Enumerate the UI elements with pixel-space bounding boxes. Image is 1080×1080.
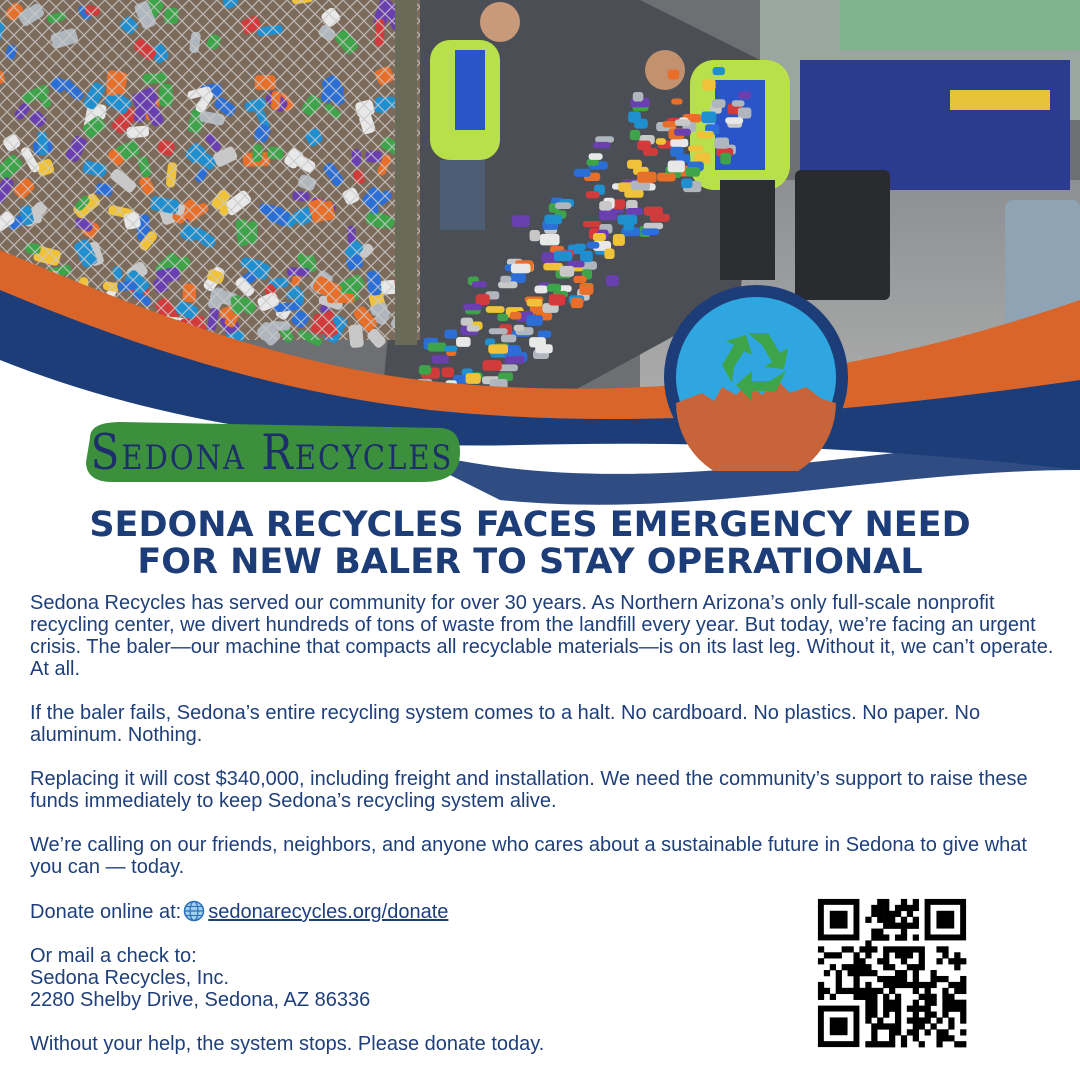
- qr-module: [948, 1035, 954, 1041]
- qr-module: [836, 976, 842, 982]
- qr-module: [931, 1023, 937, 1029]
- qr-module: [913, 1012, 919, 1018]
- qr-module: [942, 994, 948, 1000]
- qr-module: [842, 946, 848, 952]
- qr-module: [865, 1000, 871, 1006]
- qr-module: [901, 923, 907, 929]
- qr-module: [895, 1023, 901, 1029]
- qr-module: [871, 988, 877, 994]
- qr-module: [960, 1017, 966, 1023]
- qr-module: [913, 964, 919, 970]
- qr-module: [883, 1023, 889, 1029]
- qr-module: [871, 970, 877, 976]
- qr-module: [889, 982, 895, 988]
- qr-module: [853, 970, 859, 976]
- qr-module: [865, 964, 871, 970]
- qr-module: [960, 988, 966, 994]
- qr-module: [895, 911, 901, 917]
- qr-module: [883, 952, 889, 958]
- donate-link[interactable]: sedonarecycles.org/donate: [208, 901, 449, 923]
- qr-module: [895, 1012, 901, 1018]
- qr-module: [901, 929, 907, 935]
- qr-module: [901, 934, 907, 940]
- qr-module: [936, 976, 942, 982]
- qr-module: [895, 905, 901, 911]
- qr-module: [942, 1006, 948, 1012]
- qr-module: [913, 1017, 919, 1023]
- qr-module: [942, 1012, 948, 1018]
- qr-module: [919, 982, 925, 988]
- qr-module: [836, 982, 842, 988]
- qr-module: [925, 1029, 931, 1035]
- qr-module: [895, 923, 901, 929]
- qr-module: [901, 1041, 907, 1047]
- headline-line-2: FOR NEW BALER TO STAY OPERATIONAL: [137, 542, 923, 582]
- qr-module: [931, 1000, 937, 1006]
- qr-module: [877, 1017, 883, 1023]
- qr-module: [824, 988, 830, 994]
- qr-module: [877, 917, 883, 923]
- closing-line: Without your help, the system stops. Please donate today.: [30, 1033, 545, 1055]
- qr-module: [877, 958, 883, 964]
- qr-module: [954, 1041, 960, 1047]
- qr-module: [889, 1041, 895, 1047]
- qr-finder: [936, 911, 954, 929]
- qr-module: [865, 917, 871, 923]
- qr-module: [877, 929, 883, 935]
- qr-module: [919, 964, 925, 970]
- qr-module: [942, 1000, 948, 1006]
- qr-module: [871, 1041, 877, 1047]
- qr-module: [954, 952, 960, 958]
- qr-module: [871, 934, 877, 940]
- qr-module: [960, 1012, 966, 1018]
- qr-module: [907, 1006, 913, 1012]
- qr-module: [865, 994, 871, 1000]
- qr-module: [895, 982, 901, 988]
- qr-module: [889, 1006, 895, 1012]
- headline: [0, 507, 1060, 581]
- qr-module: [871, 946, 877, 952]
- mail-name: Sedona Recycles, Inc.: [30, 967, 229, 989]
- qr-module: [925, 1012, 931, 1018]
- qr-module: [960, 982, 966, 988]
- qr-module: [830, 994, 836, 1000]
- qr-module: [859, 958, 865, 964]
- qr-module: [883, 1012, 889, 1018]
- qr-module: [925, 1006, 931, 1012]
- qr-module: [877, 934, 883, 940]
- qr-module: [853, 952, 859, 958]
- qr-module: [960, 976, 966, 982]
- qr-module: [936, 1017, 942, 1023]
- qr-module: [919, 958, 925, 964]
- qr-module: [895, 946, 901, 952]
- qr-module: [913, 905, 919, 911]
- qr-module: [883, 982, 889, 988]
- qr-module: [954, 988, 960, 994]
- qr-module: [830, 964, 836, 970]
- qr-module: [919, 946, 925, 952]
- qr-module: [877, 911, 883, 917]
- qr-module: [948, 1006, 954, 1012]
- qr-module: [931, 982, 937, 988]
- qr-module: [954, 1000, 960, 1006]
- qr-module: [889, 917, 895, 923]
- qr-module: [907, 982, 913, 988]
- mail-address: 2280 Shelby Drive, Sedona, AZ 86336: [30, 989, 371, 1011]
- qr-module: [925, 988, 931, 994]
- qr-module: [889, 911, 895, 917]
- qr-module: [895, 1000, 901, 1006]
- qr-module: [913, 946, 919, 952]
- qr-module: [883, 911, 889, 917]
- qr-module: [919, 1041, 925, 1047]
- qr-module: [948, 1023, 954, 1029]
- qr-module: [818, 982, 824, 988]
- qr-module: [824, 952, 830, 958]
- qr-module: [942, 946, 948, 952]
- qr-module: [853, 988, 859, 994]
- qr-module: [853, 964, 859, 970]
- qr-module: [836, 970, 842, 976]
- qr-module: [913, 1023, 919, 1029]
- recycle-emblem: [662, 283, 850, 471]
- qr-module: [889, 946, 895, 952]
- qr-module: [877, 976, 883, 982]
- qr-module: [818, 988, 824, 994]
- qr-module: [871, 1035, 877, 1041]
- qr-module: [954, 982, 960, 988]
- qr-module: [901, 958, 907, 964]
- qr-module: [889, 1029, 895, 1035]
- qr-module: [919, 952, 925, 958]
- qr-module: [907, 1029, 913, 1035]
- qr-module: [895, 952, 901, 958]
- qr-module: [901, 946, 907, 952]
- qr-module: [942, 976, 948, 982]
- qr-module: [907, 905, 913, 911]
- qr-module: [865, 982, 871, 988]
- qr-module: [883, 976, 889, 982]
- qr-module: [859, 988, 865, 994]
- qr-module: [871, 1029, 877, 1035]
- qr-module: [853, 958, 859, 964]
- qr-module: [960, 1041, 966, 1047]
- paragraph-1: Sedona Recycles has served our community for over 30 years. As Northern Arizona’s only full-scale nonprofit recycling center, we divert hundreds of tons of waste from the landfill every year. But today, we’re facing an urgent crisis. The baler—our machine that compacts all recyclable materials—is on its last leg. Without it, we can’t operate. At all.: [30, 592, 1054, 680]
- qr-module: [883, 994, 889, 1000]
- qr-module: [895, 976, 901, 982]
- qr-module: [907, 952, 913, 958]
- qr-module: [883, 923, 889, 929]
- qr-module: [919, 1023, 925, 1029]
- qr-module: [960, 1000, 966, 1006]
- qr-module: [954, 958, 960, 964]
- qr-module: [859, 964, 865, 970]
- qr-module: [901, 917, 907, 923]
- qr-module: [871, 911, 877, 917]
- qr-module: [913, 1006, 919, 1012]
- qr-module: [871, 1000, 877, 1006]
- qr-module: [848, 970, 854, 976]
- qr-module: [871, 1023, 877, 1029]
- qr-module: [877, 899, 883, 905]
- qr-finder: [830, 1017, 848, 1035]
- qr-module: [818, 958, 824, 964]
- qr-module: [942, 952, 948, 958]
- qr-module: [913, 1035, 919, 1041]
- qr-module: [830, 952, 836, 958]
- qr-module: [960, 958, 966, 964]
- qr-module: [883, 934, 889, 940]
- qr-module: [948, 982, 954, 988]
- qr-module: [865, 1017, 871, 1023]
- qr-module: [865, 940, 871, 946]
- qr-module: [883, 946, 889, 952]
- qr-module: [883, 958, 889, 964]
- qr-module: [931, 1012, 937, 1018]
- qr-module: [883, 964, 889, 970]
- qr-module: [848, 964, 854, 970]
- qr-module: [942, 1035, 948, 1041]
- qr-module: [883, 1000, 889, 1006]
- qr-module: [859, 946, 865, 952]
- qr-module: [859, 994, 865, 1000]
- qr-module: [889, 1023, 895, 1029]
- qr-module: [901, 982, 907, 988]
- qr-module: [853, 994, 859, 1000]
- qr-module: [895, 1006, 901, 1012]
- qr-module: [889, 964, 895, 970]
- qr-module: [842, 988, 848, 994]
- qr-module: [877, 1023, 883, 1029]
- logo-badge: [82, 418, 462, 486]
- qr-module: [913, 1000, 919, 1006]
- qr-module: [919, 1006, 925, 1012]
- qr-module: [871, 929, 877, 935]
- qr-module: [871, 1012, 877, 1018]
- qr-module: [895, 994, 901, 1000]
- qr-module: [960, 1006, 966, 1012]
- qr-module: [895, 970, 901, 976]
- qr-module: [907, 923, 913, 929]
- qr-module: [954, 964, 960, 970]
- qr-module: [936, 958, 942, 964]
- qr-module: [895, 934, 901, 940]
- globe-icon: [183, 900, 205, 922]
- qr-module: [889, 1000, 895, 1006]
- qr-module: [913, 899, 919, 905]
- qr-module: [824, 970, 830, 976]
- qr-module: [936, 946, 942, 952]
- headline-line-1: SEDONA RECYCLES FACES EMERGENCY NEED: [89, 505, 971, 545]
- qr-module: [913, 923, 919, 929]
- qr-module: [931, 976, 937, 982]
- qr-module: [865, 1006, 871, 1012]
- qr-module: [901, 976, 907, 982]
- qr-module: [883, 1006, 889, 1012]
- qr-module: [913, 976, 919, 982]
- qr-module: [919, 994, 925, 1000]
- qr-module: [865, 988, 871, 994]
- qr-module: [936, 1029, 942, 1035]
- qr-module: [877, 905, 883, 911]
- qr-module: [883, 1041, 889, 1047]
- qr-module: [836, 988, 842, 994]
- qr-module: [913, 917, 919, 923]
- qr-module: [901, 905, 907, 911]
- qr-module: [936, 1041, 942, 1047]
- qr-module: [836, 952, 842, 958]
- qr-module: [931, 970, 937, 976]
- qr-module: [818, 946, 824, 952]
- qr-code[interactable]: [812, 893, 972, 1053]
- qr-module: [877, 1041, 883, 1047]
- qr-module: [907, 911, 913, 917]
- qr-module: [942, 1029, 948, 1035]
- qr-module: [901, 952, 907, 958]
- qr-module: [913, 982, 919, 988]
- qr-module: [853, 982, 859, 988]
- mail-intro: Or mail a check to:: [30, 945, 197, 967]
- qr-module: [877, 988, 883, 994]
- qr-module: [913, 970, 919, 976]
- qr-module: [901, 970, 907, 976]
- qr-module: [948, 1017, 954, 1023]
- qr-module: [871, 1006, 877, 1012]
- qr-module: [848, 988, 854, 994]
- qr-module: [907, 1017, 913, 1023]
- qr-module: [948, 958, 954, 964]
- qr-module: [919, 1017, 925, 1023]
- qr-module: [859, 970, 865, 976]
- qr-module: [960, 1029, 966, 1035]
- qr-module: [907, 964, 913, 970]
- qr-module: [883, 917, 889, 923]
- qr-module: [936, 1035, 942, 1041]
- qr-module: [853, 976, 859, 982]
- brand-name: Sedona Recycles: [90, 423, 454, 481]
- qr-module: [895, 1017, 901, 1023]
- paragraph-2: If the baler fails, Sedona’s entire recycling system comes to a halt. No cardboard. No plastics. No paper. No aluminum. Nothing.: [30, 702, 981, 746]
- qr-module: [931, 994, 937, 1000]
- qr-module: [925, 1000, 931, 1006]
- qr-module: [948, 994, 954, 1000]
- qr-module: [907, 946, 913, 952]
- qr-module: [865, 1041, 871, 1047]
- qr-module: [895, 1029, 901, 1035]
- paragraph-3: Replacing it will cost $340,000, including freight and installation. We need the community’s support to raise these funds immediately to keep Sedona’s recycling system alive.: [30, 768, 1028, 812]
- donate-label: Donate online at:: [30, 901, 182, 923]
- qr-module: [925, 1017, 931, 1023]
- qr-module: [865, 1012, 871, 1018]
- qr-module: [865, 952, 871, 958]
- qr-module: [848, 946, 854, 952]
- qr-module: [818, 994, 824, 1000]
- qr-module: [871, 994, 877, 1000]
- qr-module: [865, 946, 871, 952]
- qr-module: [948, 1000, 954, 1006]
- qr-module: [925, 994, 931, 1000]
- qr-module: [901, 899, 907, 905]
- qr-module: [925, 982, 931, 988]
- qr-module: [913, 934, 919, 940]
- qr-module: [954, 1006, 960, 1012]
- qr-module: [889, 1035, 895, 1041]
- qr-module: [883, 899, 889, 905]
- qr-module: [889, 976, 895, 982]
- qr-module: [889, 988, 895, 994]
- qr-module: [901, 1035, 907, 1041]
- qr-module: [865, 970, 871, 976]
- qr-module: [842, 964, 848, 970]
- qr-module: [871, 905, 877, 911]
- paragraph-4: We’re calling on our friends, neighbors, and anyone who cares about a sustainable future in Sedona to give what you can — today.: [30, 834, 1027, 878]
- qr-module: [883, 905, 889, 911]
- qr-finder: [830, 911, 848, 929]
- qr-module: [913, 988, 919, 994]
- qr-module: [889, 923, 895, 929]
- qr-module: [942, 988, 948, 994]
- qr-module: [913, 1029, 919, 1035]
